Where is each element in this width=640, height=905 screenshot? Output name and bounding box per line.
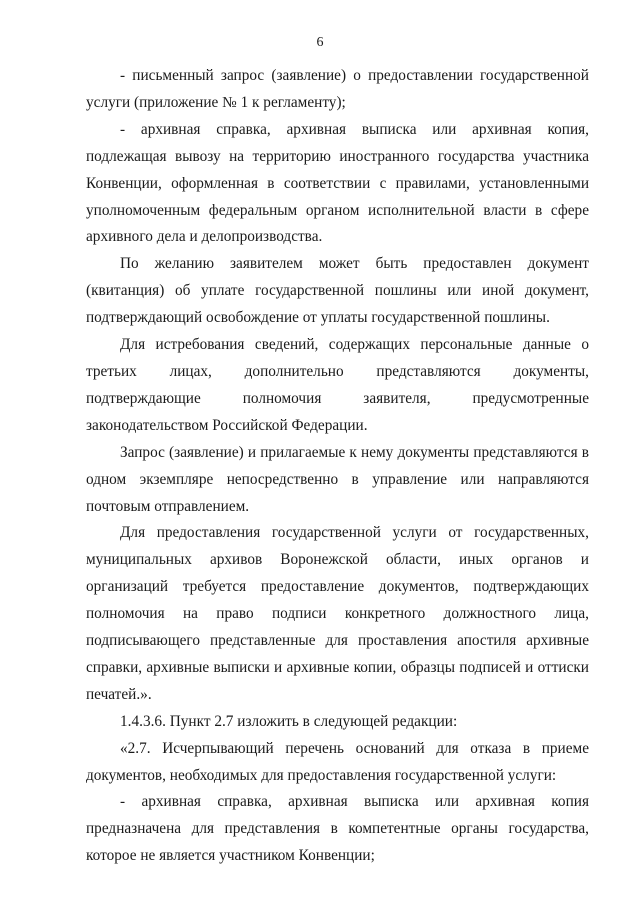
- document-body: [86, 63, 589, 870]
- paragraph-request-submission: Запрос (заявление) и прилагаемые к нему документы представляются в одном экземпляре непосредственно в управление или направляются почтовым отправлением.: [86, 443, 589, 515]
- paragraph-state-fee: По желанию заявителем может быть предоставлен документ (квитанция) об уплате государственной пошлины или иной документ, подтверждающий освобождение от уплаты государственной пошлины.: [86, 255, 589, 327]
- paragraph-refusal-reason: - архивная справка, архивная выписка или архивная копия предназначена для представления в компетентные органы государства, которое не является участником Конвенции;: [86, 793, 589, 865]
- paragraph-archival-certificate: - архивная справка, архивная выписка или архивная копия, подлежащая вывозу на территорию иностранного государства участника Конвенции, оформленная в соответствии с правилами, установленными уполномоченным федеральным органом исполнительной власти в сфере архивного дела и делопроизводства.: [86, 120, 589, 246]
- page-number: 6: [316, 35, 324, 50]
- paragraph-clause-1-4-3-6: 1.4.3.6. Пункт 2.7 изложить в следующей редакции:: [120, 712, 458, 730]
- paragraph-clause-2-7: «2.7. Исчерпывающий перечень оснований для отказа в приеме документов, необходимых для предоставления государственной услуги:: [86, 739, 589, 784]
- paragraph-signature-authority: Для предоставления государственной услуги от государственных, муниципальных архивов Воронежской области, иных органов и организаций требуется предоставление документов, подтверждающих полномочия на право подписи конкретного должностного лица, подписывающего представленные для проставления апостиля архивные справки, архивные выписки и архивные копии, образцы подписей и оттиски печатей.».: [86, 524, 589, 703]
- paragraph-personal-data: Для истребования сведений, содержащих персональные данные о третьих лицах, дополнительно представляются документы, подтверждающие полномочия заявителя, предусмотренные законодательством Российской Федерации.: [86, 336, 589, 434]
- paragraph-written-request: - письменный запрос (заявление) о предоставлении государственной услуги (приложение № 1 к регламенту);: [86, 67, 589, 111]
